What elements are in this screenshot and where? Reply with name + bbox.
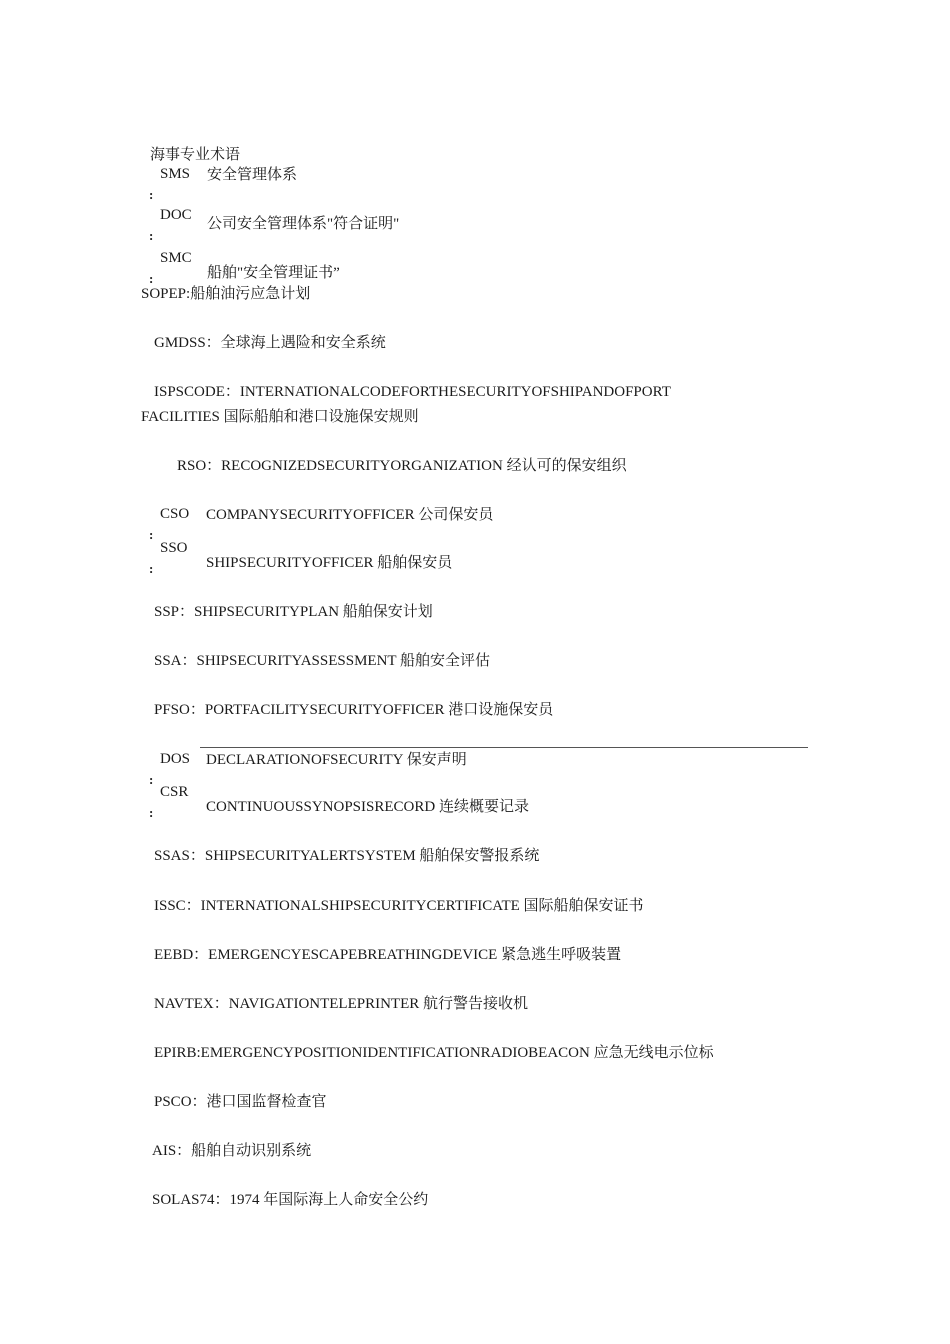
horizontal-rule xyxy=(200,747,808,748)
term-navtex: NAVTEX：NAVIGATIONTELEPRINTER 航行警告接收机 xyxy=(154,996,529,1012)
term-cso-colon: : xyxy=(149,527,154,542)
term-cso-definition: COMPANYSECURITYOFFICER 公司保安员 xyxy=(206,507,494,523)
term-eebd: EEBD：EMERGENCYESCAPEBREATHINGDEVICE 紧急逃生呼吸装置 xyxy=(154,947,622,963)
term-smc-colon: : xyxy=(149,271,154,286)
term-dos-definition: DECLARATIONOFSECURITY 保安声明 xyxy=(206,752,467,768)
term-ispscode-line2: FACILITIES 国际船舶和港口设施保安规则 xyxy=(141,409,419,425)
term-doc-abbr: DOC xyxy=(160,207,192,223)
term-smc-abbr: SMC xyxy=(160,250,192,266)
term-sso-abbr: SSO xyxy=(160,540,188,556)
term-csr-colon: : xyxy=(149,805,154,820)
term-sso-colon: : xyxy=(149,561,154,576)
term-epirb: EPIRB:EMERGENCYPOSITIONIDENTIFICATIONRADIOBEACON 应急无线电示位标 xyxy=(154,1045,714,1061)
term-doc-colon: : xyxy=(149,228,154,243)
term-ispscode-line1: ISPSCODE：INTERNATIONALCODEFORTHESECURITYOFSHIPANDOFPORT xyxy=(154,384,671,400)
term-ssas: SSAS：SHIPSECURITYALERTSYSTEM 船舶保安警报系统 xyxy=(154,848,540,864)
term-csr-definition: CONTINUOUSSYNOPSISRECORD 连续概要记录 xyxy=(206,799,529,815)
term-ssp: SSP：SHIPSECURITYPLAN 船舶保安计划 xyxy=(154,604,433,620)
term-dos-abbr: DOS xyxy=(160,751,191,767)
term-gmdss: GMDSS：全球海上遇险和安全系统 xyxy=(154,335,386,351)
term-sms-abbr: SMS xyxy=(160,166,191,182)
term-sso-definition: SHIPSECURITYOFFICER 船舶保安员 xyxy=(206,555,453,571)
term-pfso: PFSO：PORTFACILITYSECURITYOFFICER 港口设施保安员 xyxy=(154,702,554,718)
term-cso-abbr: CSO xyxy=(160,506,190,522)
term-sopep: SOPEP:船舶油污应急计划 xyxy=(141,286,311,302)
term-ssa: SSA：SHIPSECURITYASSESSMENT 船舶安全评估 xyxy=(154,653,491,669)
term-issc: ISSC：INTERNATIONALSHIPSECURITYCERTIFICATE 国际船舶保安证书 xyxy=(154,898,644,914)
page-title: 海事专业术语 xyxy=(150,147,241,163)
term-sms-definition: 安全管理体系 xyxy=(207,167,298,183)
term-smc-definition: 船舶"安全管理证书” xyxy=(207,265,340,281)
term-rso: RSO：RECOGNIZEDSECURITYORGANIZATION 经认可的保安组织 xyxy=(177,458,627,474)
term-psco: PSCO：港口国监督检查官 xyxy=(154,1094,327,1110)
term-csr-abbr: CSR xyxy=(160,784,189,800)
term-dos-colon: : xyxy=(149,772,154,787)
term-sms-colon: : xyxy=(149,187,154,202)
term-doc-definition: 公司安全管理体系"符合证明" xyxy=(207,216,400,232)
term-solas74: SOLAS74：1974 年国际海上人命安全公约 xyxy=(152,1192,429,1208)
term-ais: AIS：船舶自动识别系统 xyxy=(152,1143,312,1159)
